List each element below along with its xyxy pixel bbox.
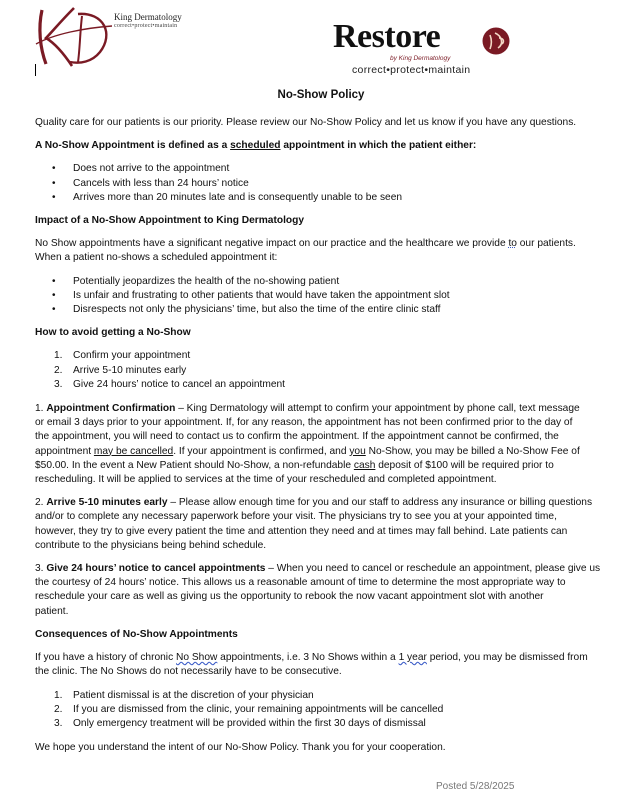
list-item: • Disrespects not only the physicians’ time, but also the time of the entire clinic staff — [35, 303, 607, 317]
list-item: 3. Only emergency treatment will be provided within the first 30 days of dismissal — [54, 717, 426, 729]
consequences-heading: Consequences of No-Show Appointments — [35, 628, 238, 640]
restore-wordmark: Restore — [333, 18, 441, 55]
restore-by-line: by King Dermatology — [390, 55, 451, 62]
text-cursor — [35, 64, 36, 76]
confirmation-paragraph: 1. Appointment Confirmation – King Dermatology will attempt to confirm your appointment by phone call, text message or email 3 days prior to your appointment. If, for any reason, the appointment has not been confirmed prior to the day of the appointment, you will need to contact us to confirm the appointment. If the appointment cannot be confirmed, the appointment may be cancelled. If your appointment is confirmed, and you No-Show, you may be billed a No-Show Fee of $50.00. In the event a New Patient should No-Show, a non-refundable cash deposit of $100 will be required prior to rescheduling. It will be applied to services at the time of your rescheduled and completed appointment. — [35, 403, 580, 486]
list-item: 3. Give 24 hours’ notice to cancel an appointment — [54, 378, 285, 390]
restore-logo — [330, 18, 530, 80]
notice-paragraph: 3. Give 24 hours’ notice to cancel appointments – When you need to cancel or reschedule an appointment, please give us the courtesy of 24 hours’ notice. This allows us a reasonable amount of time to determine the most appropriate way to reschedule your care as well as giving us the opportunity to rebook the now vacant appointment slot with another patient. — [35, 563, 601, 617]
kd-logo-name: King Dermatology — [114, 12, 182, 22]
closing-paragraph: We hope you understand the intent of our No-Show Policy. Thank you for your cooperation. — [35, 742, 446, 754]
king-dermatology-logo — [30, 4, 210, 70]
list-item: • Arrives more than 20 minutes late and is consequently unable to be seen — [35, 191, 607, 205]
posted-date: Posted 5/28/2025 — [436, 781, 515, 792]
impact-list — [35, 275, 607, 318]
restore-emblem-icon — [480, 26, 512, 56]
kd-logo-tagline: correct•protect•maintain — [114, 23, 178, 29]
definition-heading: A No-Show Appointment is defined as a scheduled appointment in which the patient either: — [35, 140, 477, 152]
list-item: • Does not arrive to the appointment — [35, 162, 607, 176]
list-item: 2. If you are dismissed from the clinic, your remaining appointments will be cancelled — [54, 703, 444, 715]
consequences-paragraph: If you have a history of chronic No Show appointments, i.e. 3 No Shows within a 1 year period, you may be dismissed from the clinic. The No Shows do not necessarily have to be consecutive. — [35, 652, 588, 678]
list-item: 1. Confirm your appointment — [54, 350, 191, 362]
kd-monogram-icon — [34, 4, 118, 70]
list-item: 1. Patient dismissal is at the discretion of your physician — [54, 689, 314, 701]
arrive-paragraph: 2. Arrive 5-10 minutes early – Please allow enough time for you and our staff to address any insurance or billing questions and/or to complete any necessary paperwork before your visit. The physicians try to see you at your appointed time, however, they try to give every patient the time and attention they need and at times may fall behind. Late patients can contribute to the physicians being behind schedule. — [35, 497, 593, 551]
impact-paragraph: No Show appointments have a significant negative impact on our practice and the healthcare we provide to our patients. When a patient no-shows a scheduled appointment it: — [35, 238, 576, 264]
avoid-heading: How to avoid getting a No-Show — [35, 327, 191, 339]
list-item: • Potentially jeopardizes the health of the no-showing patient — [35, 275, 607, 289]
restore-tagline: correct•protect•maintain — [352, 64, 471, 76]
list-item: • Is unfair and frustrating to other patients that would have taken the appointment slot — [35, 289, 607, 303]
definition-list — [35, 162, 607, 205]
consequences-list — [35, 689, 607, 732]
avoid-list — [35, 349, 607, 392]
list-item: • Cancels with less than 24 hours’ notice — [35, 177, 607, 191]
list-item: 2. Arrive 5-10 minutes early — [54, 364, 187, 376]
impact-heading: Impact of a No-Show Appointment to King Dermatology — [35, 215, 305, 227]
intro-paragraph: Quality care for our patients is our priority. Please review our No-Show Policy and let us know if you have any questions. — [35, 117, 577, 128]
page-title: No-Show Policy — [277, 89, 365, 101]
policy-content — [35, 88, 607, 755]
